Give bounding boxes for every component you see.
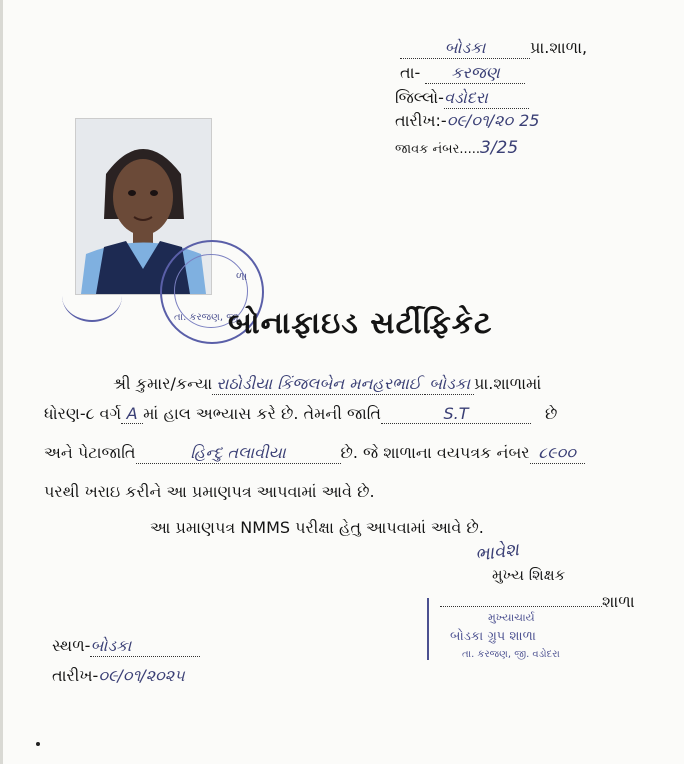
taluka-label: તા- [400,63,421,82]
body-school-suffix: પ્રા.શાળામાં [474,374,542,393]
stamp-bracket [427,598,429,660]
body-school-name: બોડકા [425,374,474,395]
header-date-line [395,111,539,131]
register-label: છે. જે શાળાના વયપત્રક નંબર [340,443,530,462]
margin-dot [36,742,40,746]
caste-label: માં હાલ અભ્યાસ કરે છે. તેમની જાતિ [143,404,381,423]
subcaste-value: હિન્દુ તલાવીયા [136,443,341,464]
header-date-label: તારીખ:- [395,111,447,130]
district-label: જિલ્લો- [395,88,444,107]
signature-scribble: ભાવેશ [473,539,521,566]
header-taluka-line [400,63,525,84]
footer-date-line [52,666,185,686]
footer-date-value: ૦૯/૦૧/૨૦૨૫ [98,666,185,685]
header-school-suffix: પ્રા.શાળા, [530,38,588,57]
place-label: સ્થળ- [52,636,91,655]
stamp-arc-mark [62,270,122,322]
signature-role: મુખ્ય શિક્ષક [492,566,566,584]
body-line-2 [44,404,557,424]
class-value: A [121,404,143,424]
standard-label: ધોરણ-૮ વર્ગ [44,404,122,423]
district-value: વડોદરા [444,88,529,109]
circle-stamp-text: ળા [236,270,248,283]
body-line-4: પરથી ખરાઇ કરીને આ પ્રમાણપત્ર આપવામાં આવે છે. [44,482,375,501]
header-date-value: ૦૯/૦૧/૨૦ [446,111,514,130]
caste-value: S.T [381,404,531,424]
body-line-5: આ પ્રમાણપત્ર NMMS પરીક્ષા હેતુ આપવામાં આવે છે. [150,518,484,537]
header-date-year: 25 [519,111,540,130]
header-outward-line [395,138,518,158]
footer-place-line [52,636,200,657]
header-district-line [395,88,529,109]
signature-school-line [440,592,635,612]
school-stamp-line-1: મુખ્યાચાર્ય [488,611,535,624]
body-line-3 [44,443,585,464]
subcaste-label: અને પેટાજાતિ [44,443,136,462]
signature-school-dots [440,606,602,607]
taluka-value: કરજણ [425,63,525,84]
body-line-1 [113,374,541,395]
register-number: ૮૯૦૦ [530,443,585,464]
circle-stamp-bottom-text: તા. કરજણ, જી. [174,312,242,323]
school-stamp-line-2: બોડકા ગ્રુપ શાળા [450,629,536,644]
kumar-kanya-label: શ્રી કુમાર/કન્યા [113,374,213,393]
school-stamp-line-3: તા. કરજણ, જી. વડોદરા [462,649,560,660]
outward-label: જાવક નંબર..... [395,142,480,157]
student-name: રાઠોડીયા કિંજલબેન મનહરભાઈ [212,374,425,395]
header-school-name: બોડકા [400,38,530,59]
header-school-line [400,38,587,59]
outward-value: 3/25 [479,138,519,158]
footer-date-label: તારીખ- [52,666,99,685]
line-2-end: છે [545,404,558,423]
certificate-title: બોનાફાઇડ સર્ટીફિકેટ [228,306,493,341]
signature-school-suffix: શાળા [602,592,635,611]
place-value: બોડકા [90,636,200,657]
